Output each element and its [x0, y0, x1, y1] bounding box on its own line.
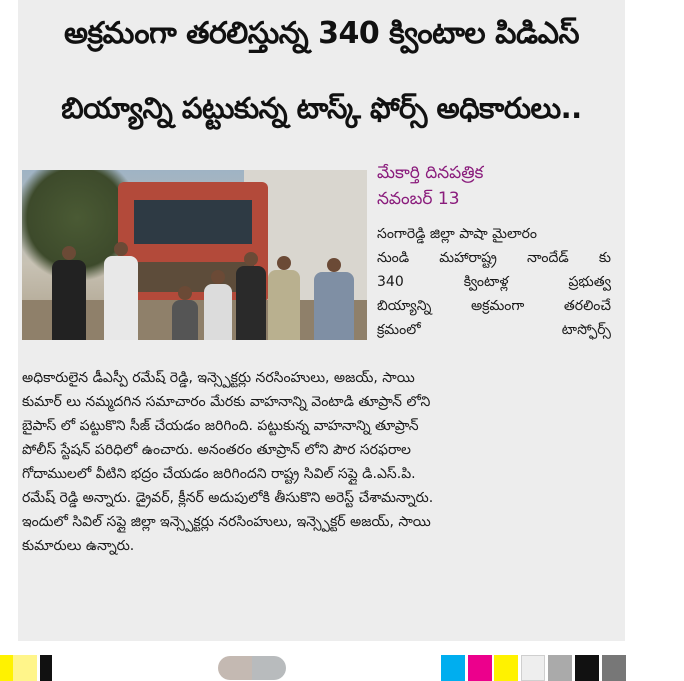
color-swatch — [548, 655, 572, 681]
article-line: క్రమంలో టాస్ఫోర్స్ — [377, 322, 611, 338]
photo-person — [172, 300, 198, 340]
color-swatch — [0, 655, 13, 681]
headline-line-1: అక్రమంగా తరలిస్తున్న 340 క్వింటాల పిడిఎస్ — [63, 16, 580, 51]
article-line: 340 క్వింటాళ్ల ప్రభుత్వ — [377, 274, 611, 290]
color-swatch — [40, 655, 52, 681]
photo-person — [314, 272, 354, 340]
color-swatch — [441, 655, 465, 681]
photo-person — [52, 260, 86, 340]
photo-person — [204, 284, 232, 340]
article-line: బైపాస్ లో పట్టుకొని సీజ్ చేయడం జరిగింది. పట్టుకున్న వాహనాన్ని తూప్రాన్ — [22, 418, 419, 434]
article-side-column — [377, 222, 611, 342]
photo-person — [236, 266, 266, 340]
article-line: కుమారులు ఉన్నారు. — [22, 538, 135, 554]
photo-person — [104, 256, 138, 340]
publication-name: మేకార్తి దినపత్రిక — [377, 163, 484, 183]
article-line: నుండి మహారాష్ట్ర నాందేడ్ కు — [377, 250, 611, 266]
article-line: గోదాములలో వీటిని భద్రం చేయడం జరిగిందని రాష్ట్ర సివిల్ సప్లై డి.ఎస్.పి. — [22, 466, 416, 482]
color-swatch — [602, 655, 626, 681]
article-line: ఇందులో సివిల్ సప్లై జిల్లా ఇన్స్పెక్టర్లు నరసింహులు, ఇన్స్పెక్టర్ అజయ్, సాయి — [22, 514, 431, 530]
article-line: రమేష్ రెడ్డి అన్నారు. డ్రైవర్, క్లీనర్ అదుపులోకి తీసుకొని అరెస్ట్ చేశామన్నారు. — [22, 490, 434, 506]
source-credit — [377, 160, 483, 212]
print-registration-marks — [0, 655, 684, 681]
photo-truck-windshield — [134, 200, 252, 244]
color-swatch — [468, 655, 492, 681]
photo-person — [268, 270, 300, 340]
color-swatch — [575, 655, 599, 681]
color-swatch — [494, 655, 518, 681]
article-line: పోలీస్ స్టేషన్ పరిధిలో ఉంచారు. అనంతరం తూప్రాన్ లోని పౌర సరఫరాల — [22, 442, 411, 458]
article-line: కుమార్ లు నమ్మదగిన సమాచారం మేరకు వాహనాన్ని వెంటాడి తూప్రాన్ లోని — [22, 394, 431, 410]
article-line: బియ్యాన్ని అక్రమంగా తరలించే — [377, 298, 611, 314]
color-swatch — [521, 655, 545, 681]
article-body — [22, 366, 612, 558]
publication-date: నవంబర్ 13 — [377, 189, 460, 209]
registration-pill — [218, 656, 286, 680]
headline-line-2: బియ్యాన్ని పట్టుకున్న టాస్క్ ఫోర్స్ అధికారులు.. — [61, 91, 582, 125]
article-line: సంగారెడ్డి జిల్లా పాషా మైలారం — [377, 226, 538, 242]
color-swatch — [13, 655, 37, 681]
article-line: అధికారులైన డీఎస్పీ రమేష్ రెడ్డి, ఇన్స్పెక్టర్లు నరసింహులు, అజయ్, సాయి — [22, 370, 415, 386]
news-photo-truck-and-officers — [22, 170, 367, 340]
